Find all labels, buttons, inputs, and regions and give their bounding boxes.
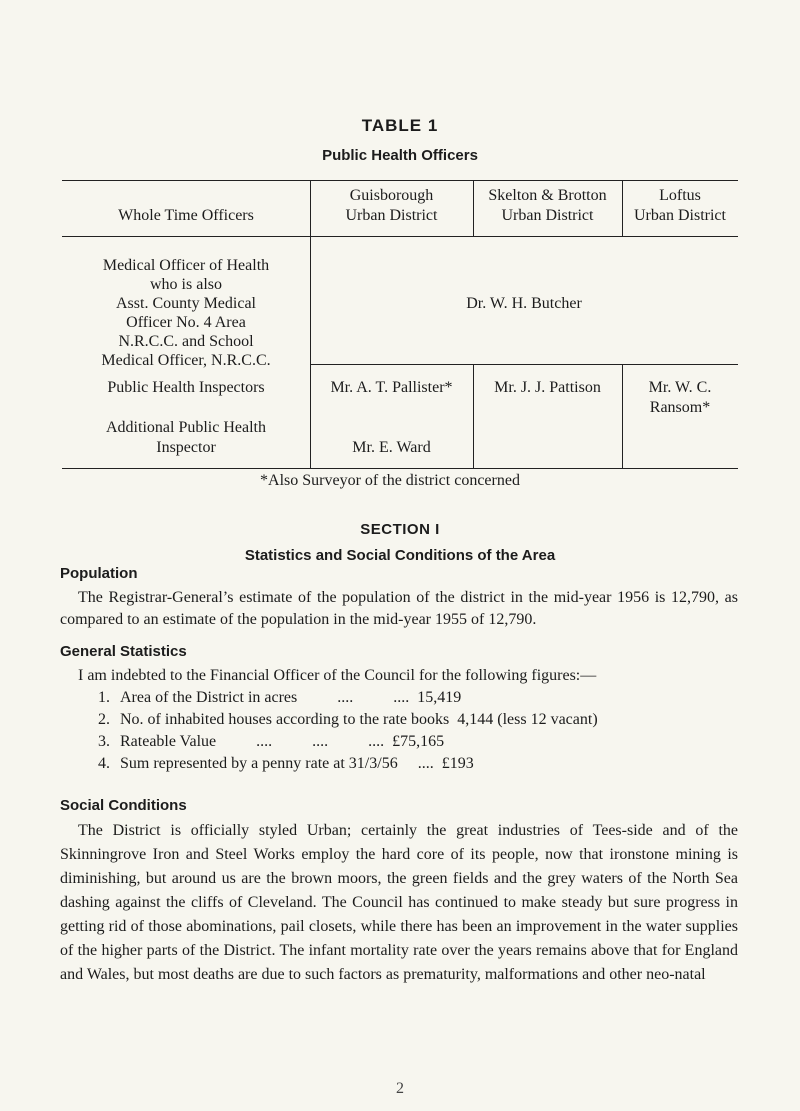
skelton-inspector: Mr. J. J. Pattison (494, 379, 601, 396)
population-paragraph: The Registrar-General’s estimate of the population of the district in the mid-year 1956 is 12,790, as compared to an estimate of the population in the mid-year 1955 of 12,790. (60, 589, 738, 628)
statistics-item-number: 3. (98, 733, 110, 750)
loftus-inspector-line1: Mr. W. C. (648, 379, 712, 396)
row2-public-health-inspectors-label: Public Health Inspectors (107, 379, 265, 396)
header-skelton-line1: Skelton & Brotton (488, 187, 607, 204)
row1-label-line: N.R.C.C. and School (118, 333, 254, 350)
statistics-item (60, 731, 760, 753)
social-conditions-heading: Social Conditions (60, 797, 187, 814)
statistics-item-text: Area of the District in acres .... .... 15,419 (120, 689, 462, 706)
row1-label-line: Medical Officer of Health (102, 257, 270, 274)
table-row1-rule (310, 364, 738, 365)
statistics-item-text: Sum represented by a penny rate at 31/3/56 .... £193 (120, 755, 474, 772)
row1-label-line: who is also (150, 276, 222, 293)
loftus-inspector-line2: Ransom* (649, 399, 711, 416)
table-header-rule (62, 236, 738, 237)
statistics-item-number: 1. (98, 689, 110, 706)
statistics-item-text: No. of inhabited houses according to the rate books 4,144 (less 12 vacant) (120, 711, 598, 728)
guisborough-inspector: Mr. A. T. Pallister* (330, 379, 453, 396)
header-loftus-line2: Urban District (634, 207, 726, 224)
header-guisborough-line2: Urban District (345, 207, 438, 224)
statistics-item (60, 753, 760, 775)
header-skelton-line2: Urban District (501, 207, 594, 224)
col-divider-1-body (310, 236, 311, 468)
table-footnote: *Also Surveyor of the district concerned (260, 472, 520, 489)
row2-additional-inspector-label-line1: Additional Public Health (106, 419, 266, 436)
row2-additional-inspector-label-line2: Inspector (156, 439, 216, 456)
table-top-rule (62, 180, 738, 181)
general-statistics-heading: General Statistics (60, 643, 187, 660)
row1-label-line: Officer No. 4 Area (126, 314, 246, 331)
header-whole-time-officers: Whole Time Officers (118, 207, 254, 224)
statistics-item-number: 2. (98, 711, 110, 728)
general-statistics-intro: I am indebted to the Financial Officer of the Council for the following figures:— (78, 667, 597, 684)
statistics-item (60, 709, 760, 731)
section-subtitle: Statistics and Social Conditions of the Area (244, 547, 556, 564)
table-subtitle: Public Health Officers (322, 147, 478, 164)
population-heading: Population (60, 565, 138, 582)
row1-officer-name: Dr. W. H. Butcher (466, 295, 582, 312)
row1-label-line: Asst. County Medical (116, 295, 256, 312)
page-number: 2 (396, 1080, 404, 1097)
header-guisborough-line1: Guisborough (349, 187, 434, 204)
row1-label-line: Medical Officer, N.R.C.C. (101, 352, 271, 369)
table-bottom-rule (62, 468, 738, 469)
table-title: TABLE 1 (361, 116, 439, 135)
header-loftus-line1: Loftus (659, 187, 701, 204)
statistics-item (60, 687, 760, 709)
statistics-item-text: Rateable Value .... .... .... £75,165 (120, 733, 445, 750)
guisborough-additional-inspector: Mr. E. Ward (352, 439, 431, 456)
section-title: SECTION I (360, 521, 440, 538)
statistics-item-number: 4. (98, 755, 110, 772)
social-conditions-paragraph: The District is officially styled Urban; certainly the great industries of Tees-side and of the Skinningrove Iron and Steel Works employ the hard core of its people, now that ironstone mining is diminishing, but around us are the brown moors, the green fields and the grey waters of the North Sea dashing against the cliffs of Cleveland. The Council has continued to make steady but sure progress in getting rid of those abominations, pail closets, while there has been an improvement in the water supplies of the higher parts of the District. The infant mortality rate over the years remains above that for England and Wales, but most deaths are due to such factors as prematurity, malformations and other neo-natal (60, 822, 738, 983)
